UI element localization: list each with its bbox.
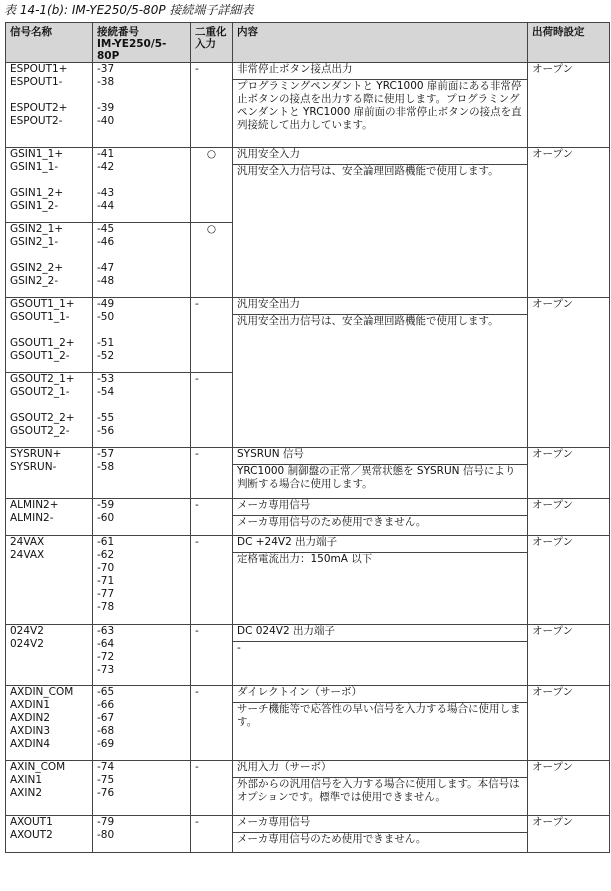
table-caption: 表 14-1(b): IM-YE250/5-80P 接続端子詳細表 xyxy=(4,3,254,17)
table-row xyxy=(6,686,610,703)
content-body: 外部からの汎用信号を入力する場合に使用します。本信号はオプションです。標準では使用できません。 xyxy=(233,778,528,816)
content-body: 汎用安全入力信号は、安全論理回路機能で使用します。 xyxy=(233,165,528,298)
pin-cell: -45 -46 -47 -48 xyxy=(93,223,191,298)
dual-input-cell: - xyxy=(191,448,233,499)
pin-cell: -53 -54 -55 -56 xyxy=(93,373,191,448)
pin-cell: -59 -60 xyxy=(93,499,191,536)
signal-cell: AXIN_COM AXIN1 AXIN2 xyxy=(6,761,93,816)
signal-cell: 24VAX 24VAX xyxy=(6,536,93,625)
header-content: 内容 xyxy=(233,23,528,63)
signal-cell: ALMIN2+ ALMIN2- xyxy=(6,499,93,536)
table-row xyxy=(6,148,610,165)
content-title: DC 024V2 出力端子 xyxy=(233,625,528,642)
dual-input-cell: - xyxy=(191,499,233,536)
signal-cell: AXDIN_COM AXDIN1 AXDIN2 AXDIN3 AXDIN4 xyxy=(6,686,93,761)
content-body: 汎用安全出力信号は、安全論理回路機能で使用します。 xyxy=(233,315,528,448)
content-title: ダイレクトイン（サーボ） xyxy=(233,686,528,703)
signal-cell: 024V2 024V2 xyxy=(6,625,93,686)
header-pin: 接続番号 IM-YE250/5-80P xyxy=(93,23,191,63)
dual-input-cell: - xyxy=(191,761,233,816)
content-title: 非常停止ボタン接点出力 xyxy=(233,63,528,80)
content-body: プログラミングペンダントと YRC1000 扉前面にある非常停止ボタンの接点を出力する際に使用します。プログラミングペンダントと YRC1000 扉前面の非常停止ボタンの接点を直列接続して出力しています。 xyxy=(233,80,528,148)
content-body: メーカ専用信号のため使用できません。 xyxy=(233,833,528,853)
table-row xyxy=(6,816,610,833)
signal-cell: GSIN2_1+ GSIN2_1- GSIN2_2+ GSIN2_2- xyxy=(6,223,93,298)
dual-input-cell: ○ xyxy=(191,148,233,223)
content-title: DC +24V2 出力端子 xyxy=(233,536,528,553)
signal-cell: GSIN1_1+ GSIN1_1- GSIN1_2+ GSIN1_2- xyxy=(6,148,93,223)
dual-input-cell: - xyxy=(191,816,233,853)
table-row xyxy=(6,448,610,465)
dual-input-cell: - xyxy=(191,686,233,761)
table-row xyxy=(6,63,610,80)
header-default: 出荷時設定 xyxy=(528,23,610,63)
table-header-row xyxy=(6,23,610,63)
default-cell: オープン xyxy=(528,298,610,448)
pin-cell: -49 -50 -51 -52 xyxy=(93,298,191,373)
default-cell: オープン xyxy=(528,816,610,853)
content-body: メーカ専用信号のため使用できません。 xyxy=(233,516,528,536)
default-cell: オープン xyxy=(528,761,610,816)
header-signal: 信号名称 xyxy=(6,23,93,63)
signal-cell: SYSRUN+ SYSRUN- xyxy=(6,448,93,499)
default-cell: オープン xyxy=(528,536,610,625)
header-dual: 二重化 入力 xyxy=(191,23,233,63)
content-body: - xyxy=(233,642,528,686)
signal-cell: GSOUT2_1+ GSOUT2_1- GSOUT2_2+ GSOUT2_2- xyxy=(6,373,93,448)
table-row xyxy=(6,499,610,516)
pin-cell: -74 -75 -76 xyxy=(93,761,191,816)
pin-cell: -41 -42 -43 -44 xyxy=(93,148,191,223)
dual-input-cell: - xyxy=(191,625,233,686)
table-row xyxy=(6,625,610,642)
signal-cell: AXOUT1 AXOUT2 xyxy=(6,816,93,853)
table-row xyxy=(6,298,610,315)
pin-cell: -79 -80 xyxy=(93,816,191,853)
default-cell: オープン xyxy=(528,448,610,499)
dual-input-cell: - xyxy=(191,63,233,148)
default-cell: オープン xyxy=(528,63,610,148)
content-body: サーチ機能等で応答性の早い信号を入力する場合に使用します。 xyxy=(233,703,528,761)
content-title: 汎用安全出力 xyxy=(233,298,528,315)
signal-cell: GSOUT1_1+ GSOUT1_1- GSOUT1_2+ GSOUT1_2- xyxy=(6,298,93,373)
default-cell: オープン xyxy=(528,499,610,536)
pin-cell: -61 -62 -70 -71 -77 -78 xyxy=(93,536,191,625)
pin-cell: -63 -64 -72 -73 xyxy=(93,625,191,686)
pin-cell: -65 -66 -67 -68 -69 xyxy=(93,686,191,761)
table-row xyxy=(6,761,610,778)
content-body: YRC1000 制御盤の正常／異常状態を SYSRUN 信号により判断する場合に使用します。 xyxy=(233,465,528,499)
content-title: 汎用安全入力 xyxy=(233,148,528,165)
default-cell: オープン xyxy=(528,148,610,298)
pin-cell: -57 -58 xyxy=(93,448,191,499)
default-cell: オープン xyxy=(528,625,610,686)
default-cell: オープン xyxy=(528,686,610,761)
content-title: 汎用入力（サーボ） xyxy=(233,761,528,778)
content-body: 定格電流出力：150mA 以下 xyxy=(233,553,528,625)
dual-input-cell: ○ xyxy=(191,223,233,298)
content-title: SYSRUN 信号 xyxy=(233,448,528,465)
content-title: メーカ専用信号 xyxy=(233,499,528,516)
content-title: メーカ専用信号 xyxy=(233,816,528,833)
dual-input-cell: - xyxy=(191,536,233,625)
dual-input-cell: - xyxy=(191,373,233,448)
dual-input-cell: - xyxy=(191,298,233,373)
table-row xyxy=(6,536,610,553)
signal-cell: ESPOUT1+ ESPOUT1- ESPOUT2+ ESPOUT2- xyxy=(6,63,93,148)
pin-cell: -37 -38 -39 -40 xyxy=(93,63,191,148)
terminal-detail-table xyxy=(5,22,610,853)
